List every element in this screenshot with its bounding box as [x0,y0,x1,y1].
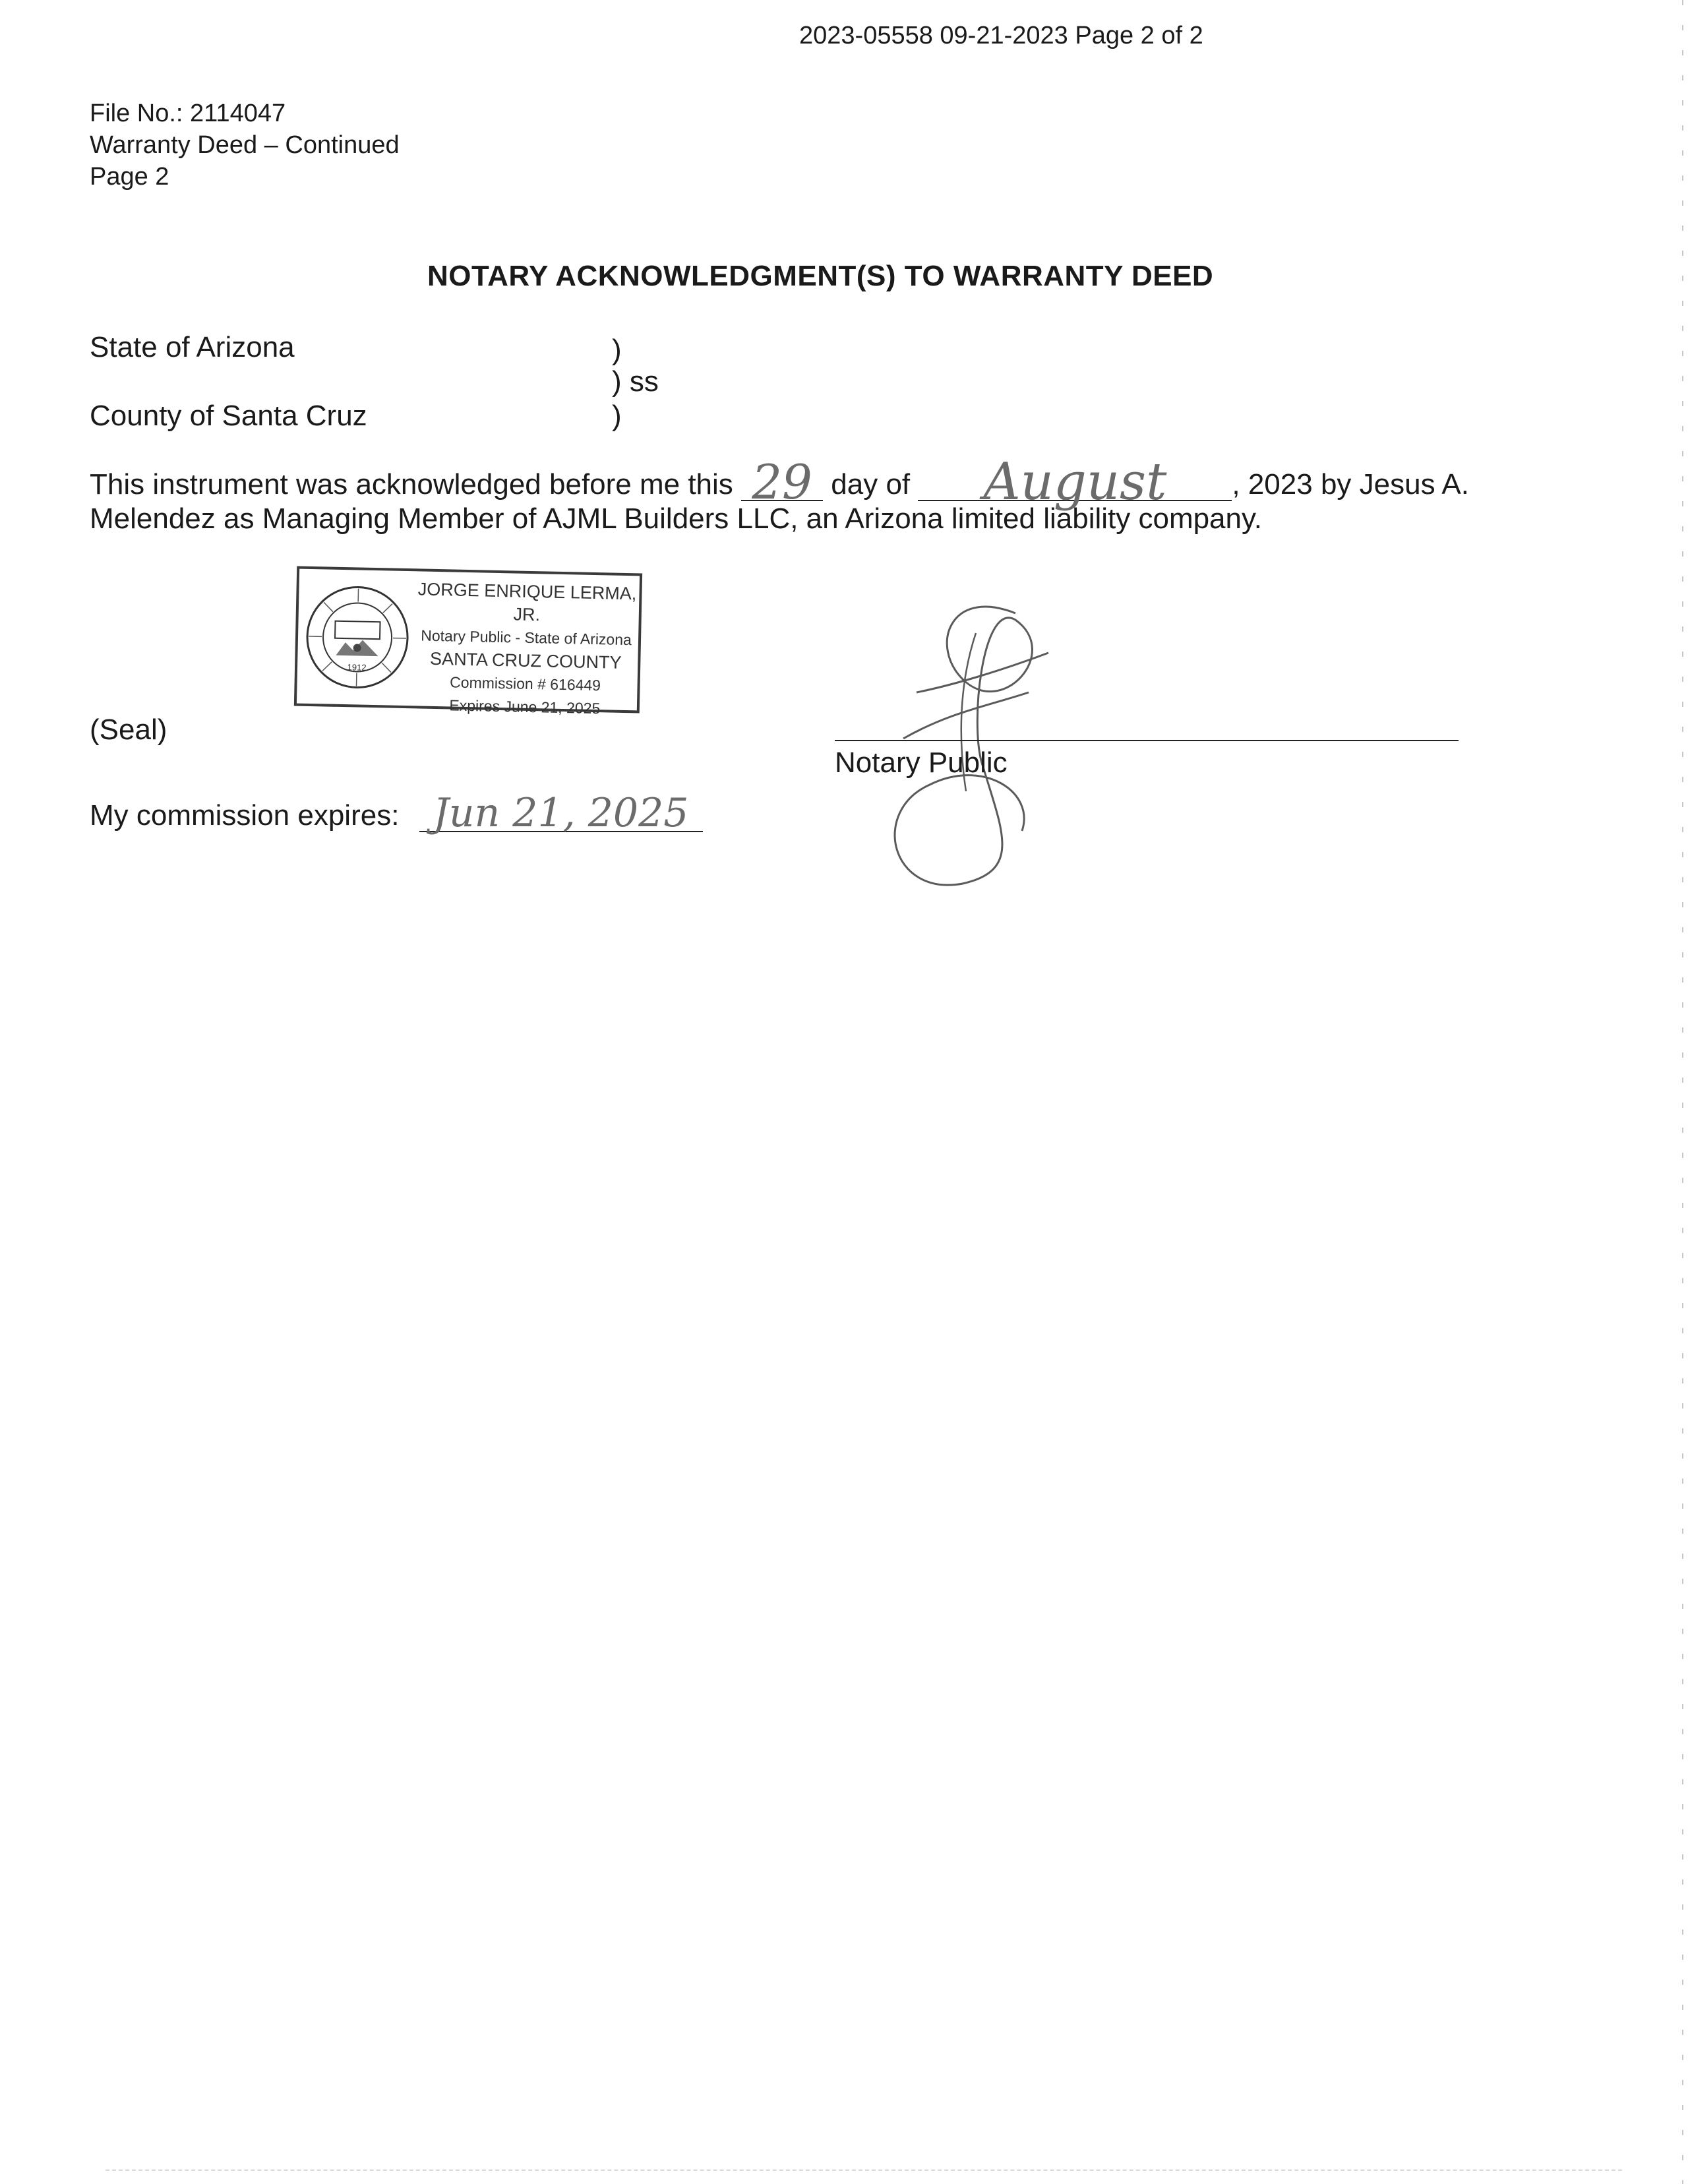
day-blank [741,454,823,510]
seal-label: (Seal) [90,713,167,746]
stamp-county: SANTA CRUZ COUNTY [429,648,622,673]
scan-edge-artifacts [1681,0,1684,2184]
notary-public-label: Notary Public [835,746,1008,779]
document-type: Warranty Deed – Continued [90,131,400,159]
file-number: File No.: 2114047 [90,100,286,127]
stamp-name: JORGE ENRIQUE LERMA, JR. [417,579,637,625]
stamp-expires: Expires June 21, 2025 [449,696,601,717]
venue-paren-1: ) [612,334,622,366]
state-seal-icon [303,584,411,691]
recording-info: 2023-05558 09-21-2023 Page 2 of 2 [799,22,1203,49]
signature-line [835,740,1459,741]
ack-text-2: day of [831,468,911,501]
commission-handwritten: Jun 21, 2025 [433,790,689,836]
commission-blank [419,790,703,836]
notary-signature [851,593,1088,897]
acknowledgment-line-2: Melendez as Managing Member of AJML Builders LLC, an Arizona limited liability company. [90,502,1262,535]
stamp-title: Notary Public - State of Arizona [421,626,632,649]
stamp-text [413,578,640,721]
venue-paren-3: ) [612,400,622,432]
month-blank [918,452,1232,512]
ack-text-1: This instrument was acknowledged before me this [90,468,733,501]
stamp-commission: Commission # 616449 [449,673,601,694]
notary-stamp [294,566,642,717]
page-label: Page 2 [90,163,169,191]
acknowledgment-line-1 [90,452,1469,512]
month-handwritten: August [983,452,1167,512]
ack-text-3: , 2023 by Jesus A. [1232,468,1469,501]
seal-year: 1912 [347,662,367,673]
venue-ss: ) ss [612,365,659,398]
commission-expires-row [90,790,703,836]
page-title: NOTARY ACKNOWLEDGMENT(S) TO WARRANTY DEED [427,260,1214,292]
venue-county: County of Santa Cruz [90,400,367,432]
scan-bottom-artifact [106,2169,1622,2171]
commission-label: My commission expires: [90,799,400,832]
day-handwritten: 29 [752,454,812,510]
venue-state: State of Arizona [90,331,295,363]
